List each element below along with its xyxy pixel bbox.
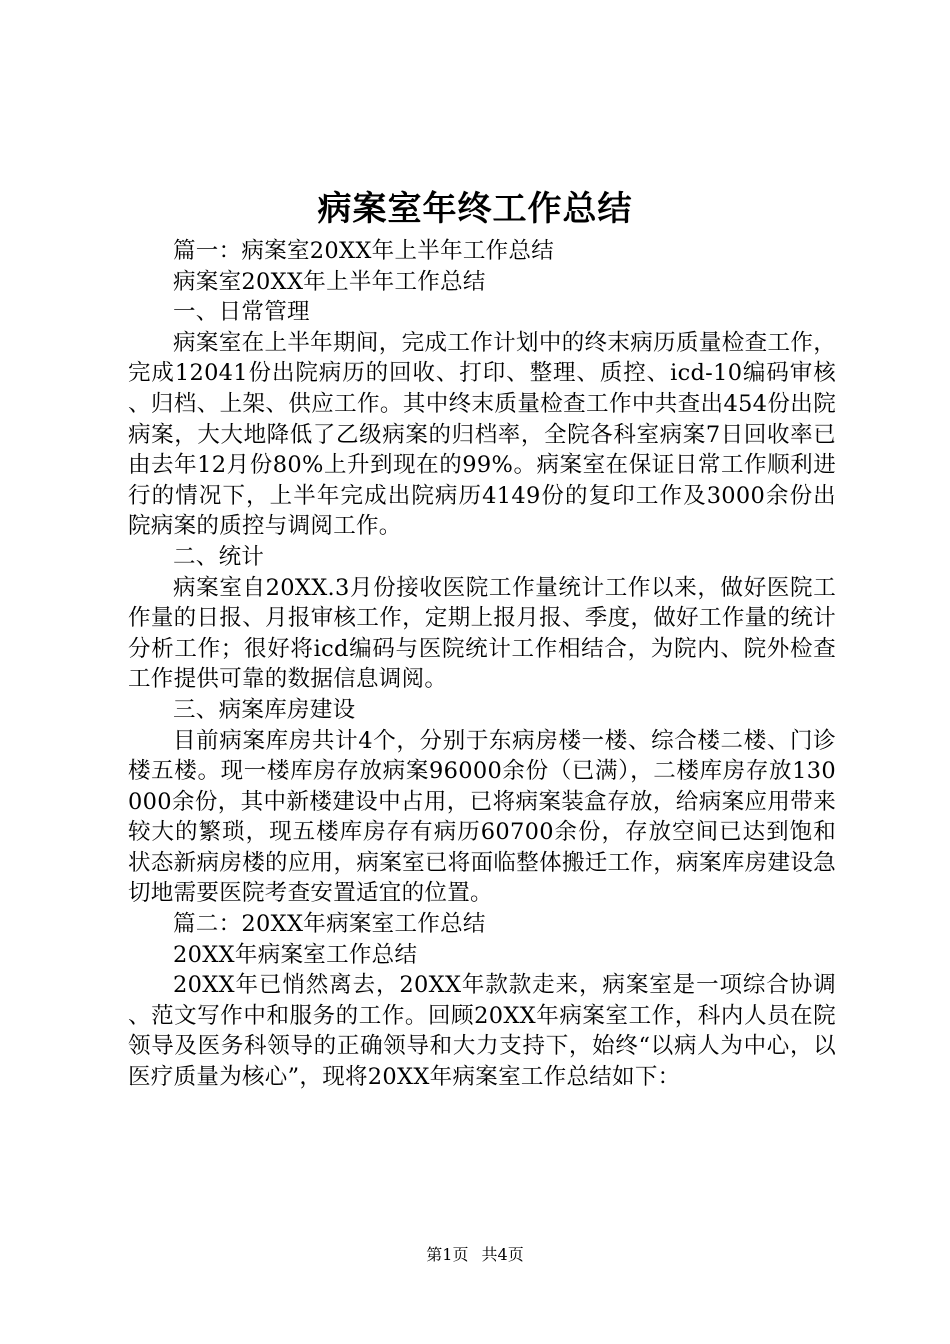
section-heading-part-two: 篇二：20XX年病案室工作总结 [173,911,486,938]
heading-daily-management: 一、日常管理 [173,299,310,326]
paragraph-daily-management: 病案室在上半年期间，完成工作计划中的终末病历质量检查工作，完成12041份出院病历的回收、打印、整理、质控、icd-10编码审核、归档、上架、供应工作。其中终末质量检查工作中共查出454份出院病案，大大地降低了乙级病案的归档率，全院各科室病案7日回收率已由去年12月份80%上升到现在的99%。病案室在保证日常工作顺利进行的情况下，上半年完成出院病历4149份的复印工作及3000余份出院病案的质控与调阅工作。 [128,329,836,540]
heading-archive-construction: 三、病案库房建设 [173,696,356,723]
document-body [128,236,836,1093]
paragraph-statistics: 病案室自20XX.3月份接收医院工作量统计工作以来，做好医院工作量的日报、月报审核工作，定期上报月报、季度，做好工作量的统计分析工作；很好将icd编码与医院统计工作相结合，为院内、院外检查工作提供可靠的数据信息调阅。 [128,574,836,693]
page-total: 共4页 [481,1245,524,1264]
paragraph-archive-construction: 目前病案库房共计4个，分别于东病房楼一楼、综合楼二楼、门诊楼五楼。现一楼库房存放病案96000余份（已满），二楼库房存放130000余份，其中新楼建设中占用，已将病案装盒存放，给病案应用带来较大的繁琐，现五楼库房存有病历60700余份，存放空间已达到饱和状态新病房楼的应用，病案室已将面临整体搬迁工作，病案库房建设急切地需要医院考查安置适宜的位置。 [128,727,836,907]
section-heading-part-one: 篇一：病案室20XX年上半年工作总结 [173,238,555,264]
subtitle-part-one: 病案室20XX年上半年工作总结 [173,268,486,295]
page-footer [0,1244,950,1266]
heading-statistics: 二、统计 [173,543,265,570]
paragraph-part-two-intro: 20XX年已悄然离去，20XX年款款走来，病案室是一项综合协调、范文写作中和服务的工作。回顾20XX年病案室工作，科内人员在院领导及医务科领导的正确领导和大力支持下，始终“以病人为中心，以医疗质量为核心”，现将20XX年病案室工作总结如下： [128,972,836,1091]
subtitle-part-two: 20XX年病案室工作总结 [173,941,418,968]
page-number: 第1页 [426,1245,469,1264]
document-title: 病案室年终工作总结 [317,189,633,229]
